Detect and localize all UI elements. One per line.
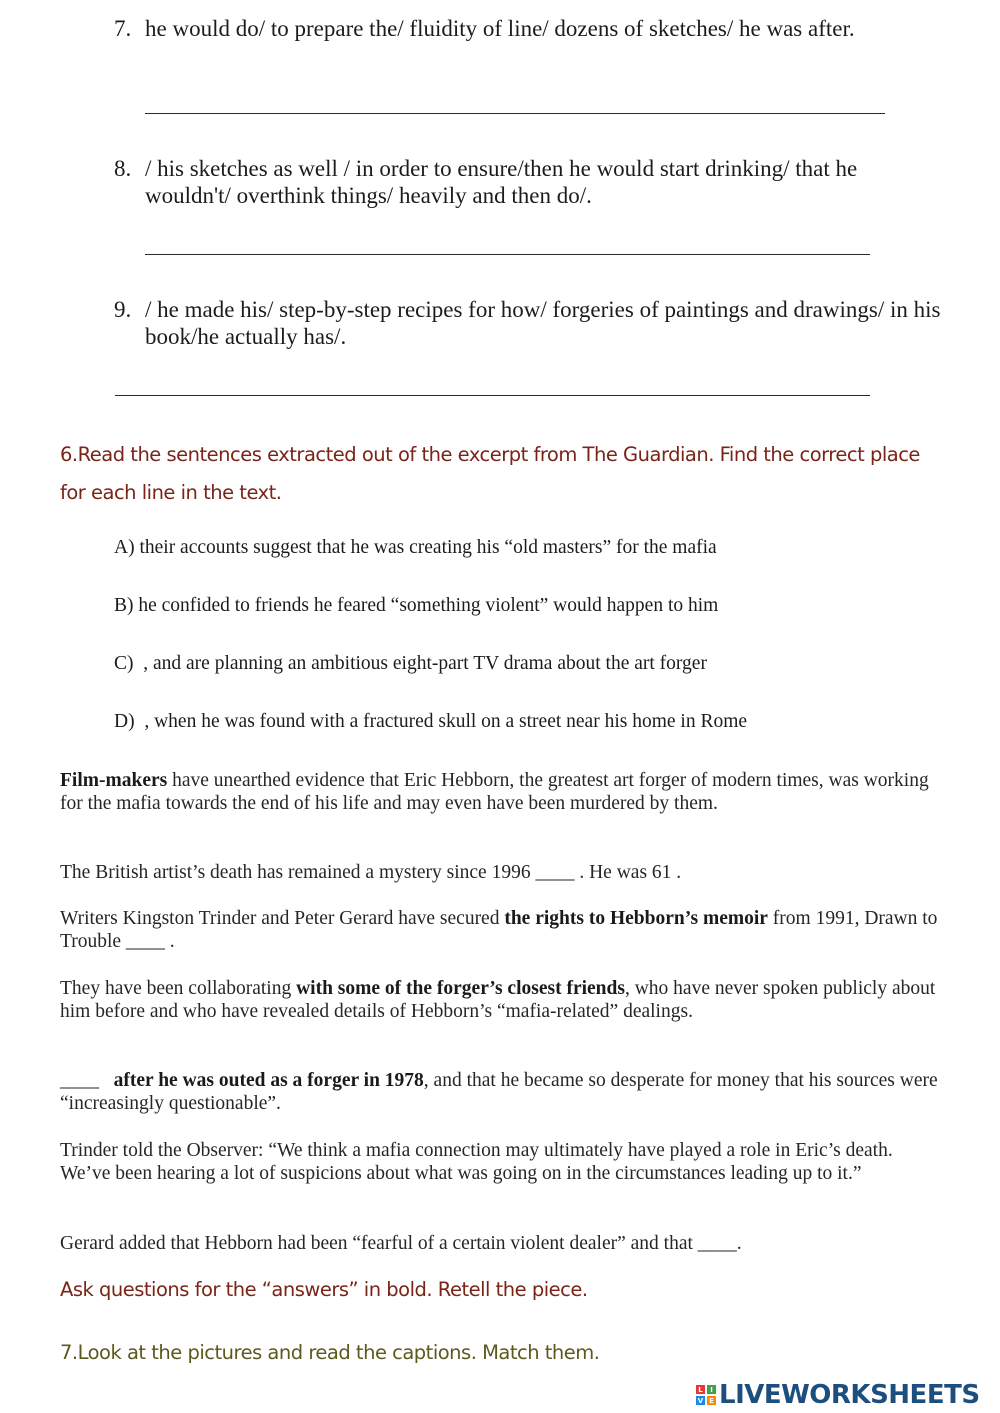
answer-line-9[interactable] (115, 395, 870, 396)
question-8 (114, 155, 944, 209)
question-number: 7. (114, 16, 132, 41)
bold-answer: the rights to Hebborn’s memoir (504, 908, 768, 929)
article-paragraph-6: Trinder told the Observer: “We think a mafia connection may ultimately have played a role in Eric’s death. We’ve been hearing a lot of suspicions about what was going on in the circumstances leading up to it.” (60, 1140, 893, 1184)
article-paragraph-3: Writers Kingston Trinder and Peter Gerard have secured the rights to Hebborn’s memoir from 1991, Drawn to Trouble ____ . (60, 908, 938, 952)
bold-answer: with some of the forger’s closest friends (296, 978, 625, 999)
question-number: 8. (114, 156, 132, 181)
answer-line-8[interactable] (145, 254, 870, 255)
section-7-heading: 7.Look at the pictures and read the captions. Match them. (60, 1341, 600, 1364)
option-d: D) , when he was found with a fractured skull on a street near his home in Rome (114, 711, 748, 732)
question-text: / he made his/ step-by-step recipes for how/ forgeries of paintings and drawings/ in his book/he actually has/. (145, 297, 941, 349)
question-text: / his sketches as well / in order to ensure/then he would start drinking/ that he wouldn't/ overthink things/ heavily and then do/. (145, 156, 858, 208)
option-b: B) he confided to friends he feared “something violent” would happen to him (114, 595, 719, 616)
question-9 (114, 296, 944, 350)
article-paragraph-1: Film-makers have unearthed evidence that Eric Hebborn, the greatest art forger of modern times, was working for the mafia towards the end of his life and may even have been murdered by them. (60, 770, 929, 814)
article-paragraph-7: Gerard added that Hebborn had been “fearful of a certain violent dealer” and that ____. (60, 1233, 742, 1254)
article-paragraph-4: They have been collaborating with some of the forger’s closest friends, who have never spoken publicly about him before and who have revealed details of Hebborn’s “mafia-related” dealings. (60, 978, 936, 1022)
question-7 (114, 15, 944, 42)
bold-answer: Film-makers (60, 770, 168, 791)
option-a: A) their accounts suggest that he was creating his “old masters” for the mafia (114, 537, 717, 558)
question-number: 9. (114, 297, 132, 322)
liveworksheets-logo (696, 1380, 980, 1410)
option-c: C) , and are planning an ambitious eight-part TV drama about the art forger (114, 653, 707, 674)
bold-answer: after he was outed as a forger in 1978 (113, 1070, 424, 1091)
article-paragraph-5: ____ after he was outed as a forger in 1978, and that he became so desperate for money that his sources were “increasingly questionable”. (60, 1070, 938, 1114)
section-6-heading: 6.Read the sentences extracted out of the excerpt from The Guardian. Find the correct place for each line in the text. (60, 443, 920, 504)
logo-mark-icon: L I V E (696, 1385, 716, 1405)
retell-instruction: Ask questions for the “answers” in bold. Retell the piece. (60, 1278, 588, 1301)
article-paragraph-2: The British artist’s death has remained a mystery since 1996 ____ . He was 61 . (60, 862, 682, 883)
logo-text: LIVEWORKSHEETS (719, 1380, 980, 1410)
question-text: he would do/ to prepare the/ fluidity of line/ dozens of sketches/ he was after. (145, 16, 855, 41)
answer-line-7[interactable] (145, 113, 885, 114)
blank: ____ (60, 1070, 99, 1091)
